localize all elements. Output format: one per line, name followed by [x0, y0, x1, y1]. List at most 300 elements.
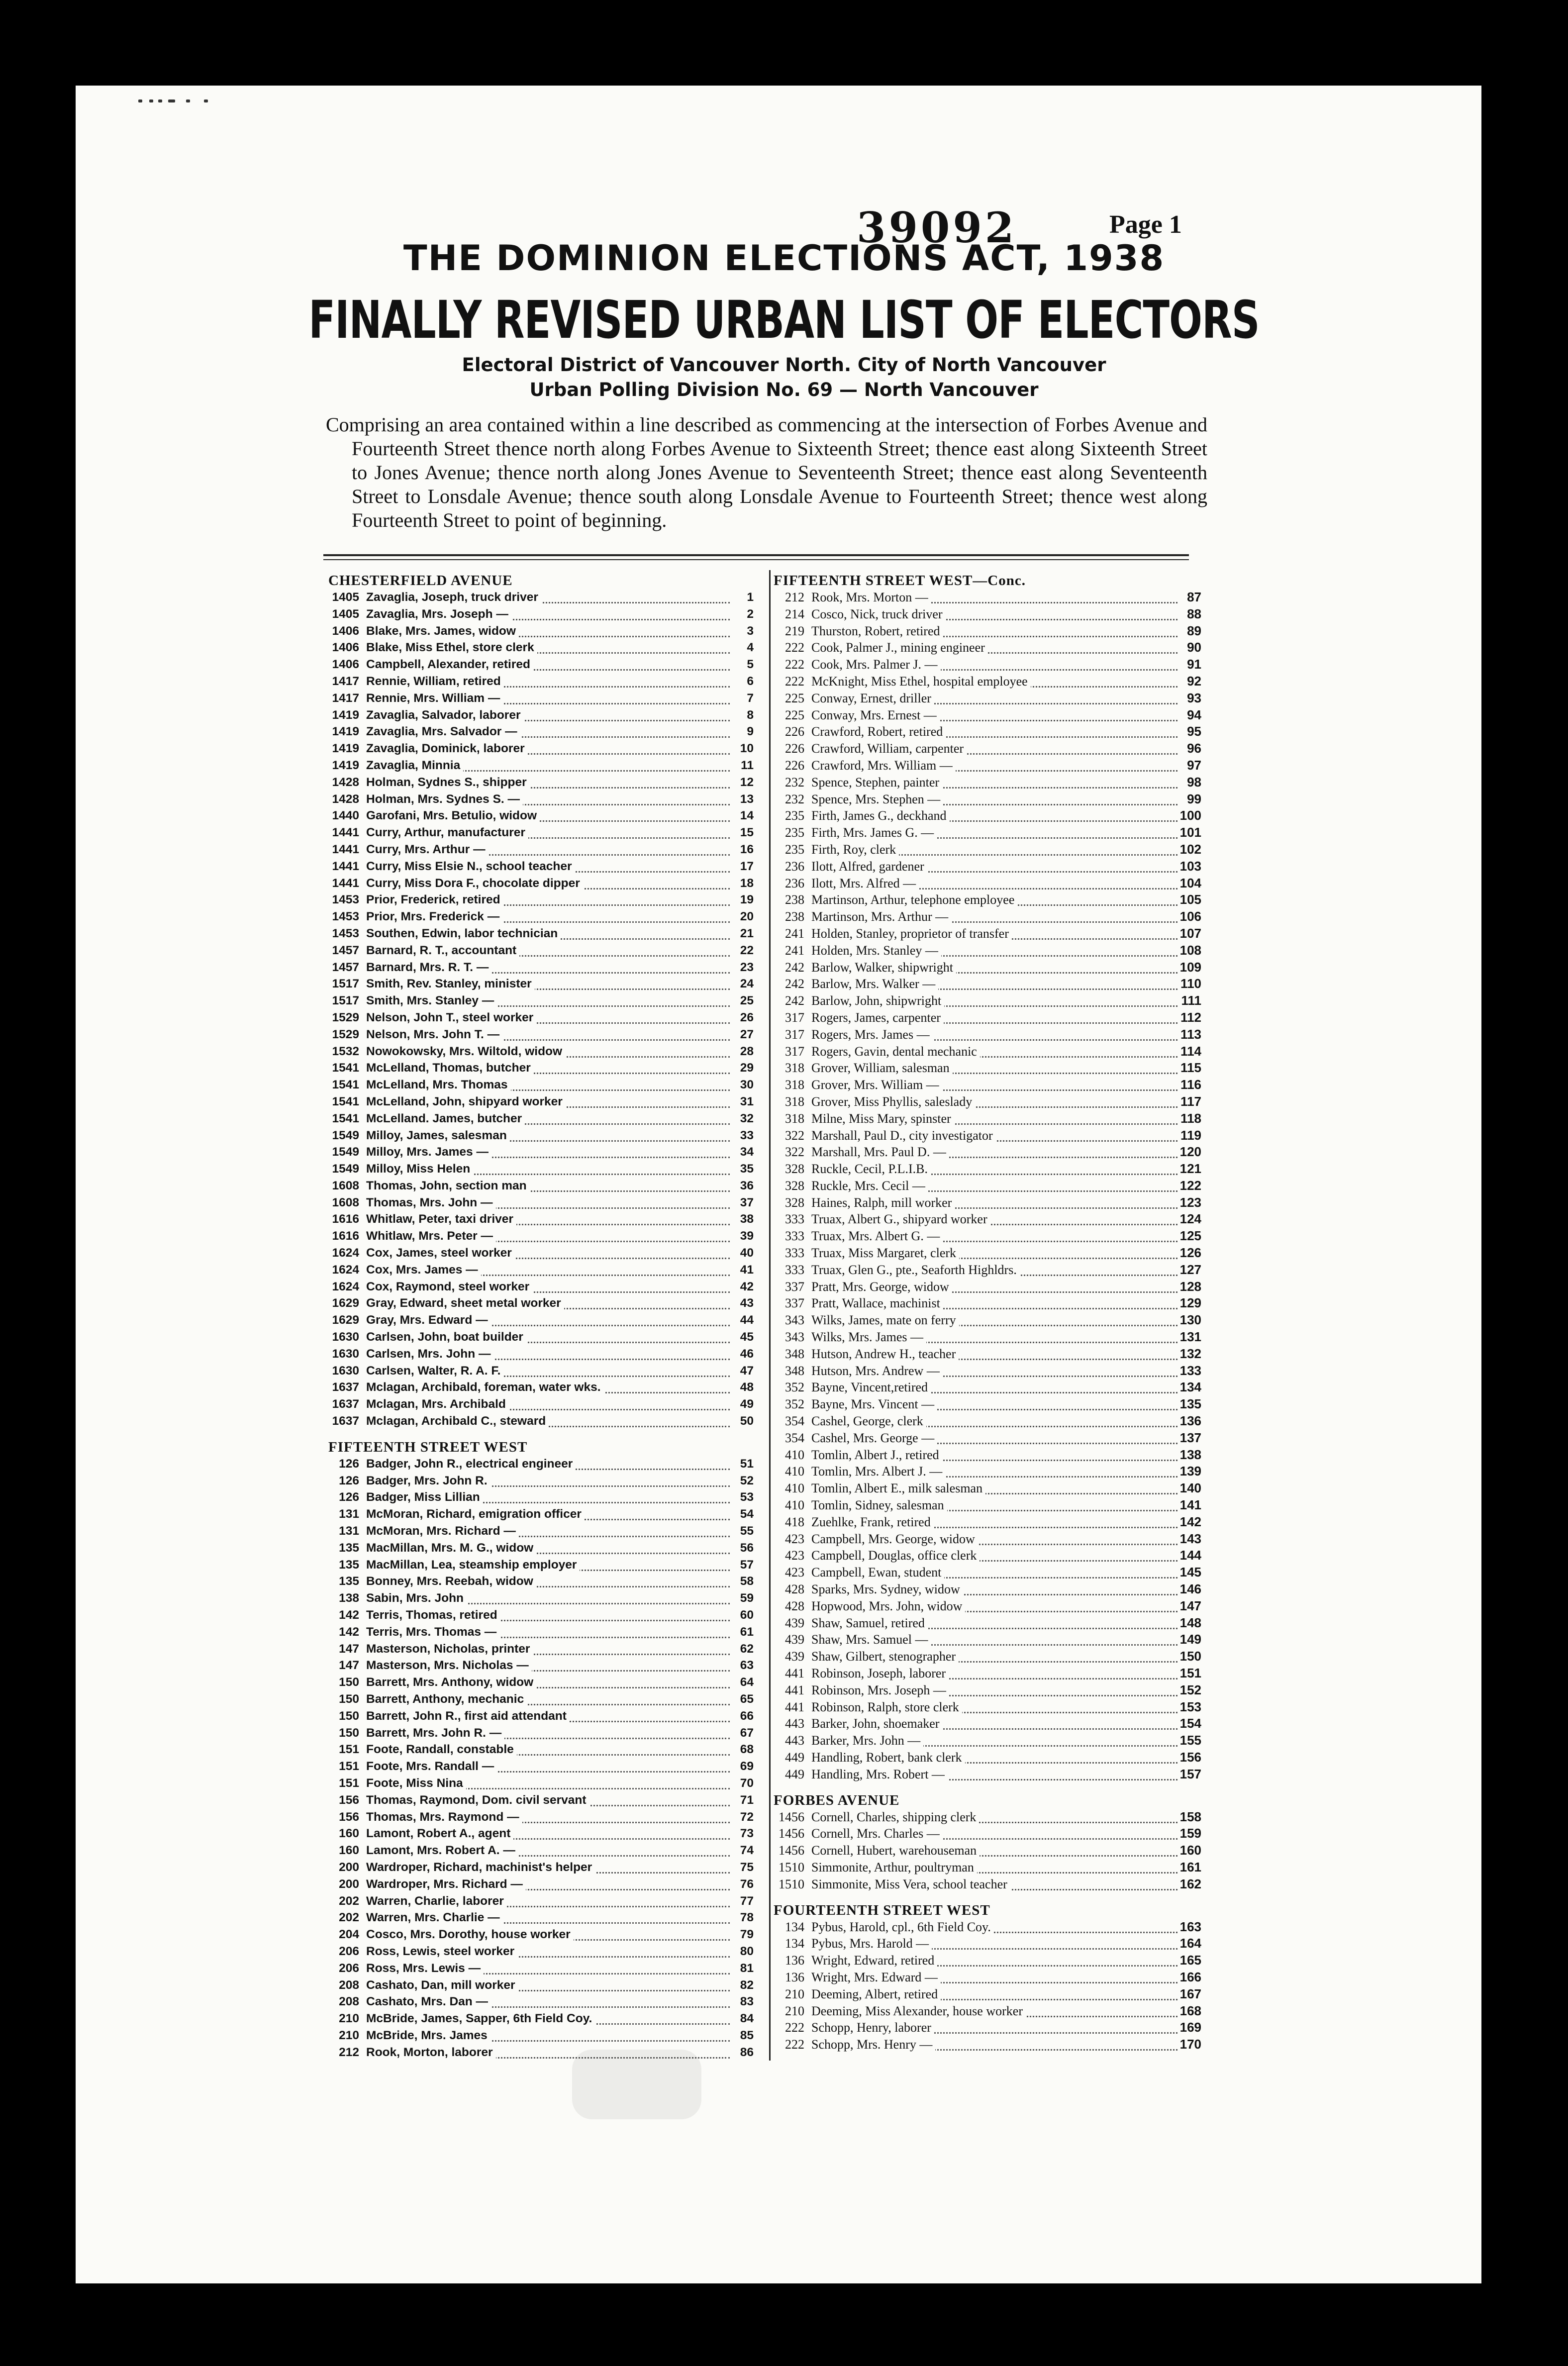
elector-name: Cashato, Mrs. Dan — [366, 1993, 491, 2010]
elector-number: 76 [740, 1877, 754, 1891]
elector-name: Rennie, Mrs. William — [366, 690, 503, 707]
elector-number: 159 [1179, 1826, 1201, 1841]
house-number: 200 [339, 1877, 359, 1891]
elector-name: Holman, Sydnes S., shipper [366, 774, 530, 791]
elector-number: 134 [1179, 1380, 1201, 1395]
elector-name: Terris, Thomas, retired [366, 1607, 500, 1624]
elector-number: 29 [740, 1061, 754, 1075]
house-number: 134 [785, 1919, 804, 1934]
elector-number: 101 [1179, 825, 1201, 840]
elector-name: Whitlaw, Peter, taxi driver [366, 1211, 516, 1228]
house-number: 1457 [332, 960, 359, 974]
elector-number: 155 [1179, 1733, 1201, 1748]
elector-name: Ilott, Mrs. Alfred — [811, 875, 919, 892]
elector-name: Bayne, Mrs. Vincent — [811, 1396, 937, 1413]
house-number: 238 [785, 892, 804, 907]
house-number: 1549 [332, 1162, 359, 1176]
page-label: Page 1 [1109, 210, 1182, 239]
elector-number: 69 [740, 1760, 754, 1774]
elector-name: Hutson, Mrs. Andrew — [811, 1363, 943, 1380]
elector-number: 119 [1180, 1127, 1201, 1143]
elector-name: Zavaglia, Minnia [366, 757, 463, 774]
elector-name: Cashato, Dan, mill worker [366, 1977, 518, 1994]
house-number: 151 [339, 1776, 359, 1790]
elector-number: 15 [740, 826, 754, 840]
elector-name: Prior, Frederick, retired [366, 891, 503, 908]
elector-number: 168 [1179, 2003, 1201, 2018]
house-number: 410 [785, 1498, 804, 1513]
house-number: 410 [785, 1464, 804, 1479]
elector-name: Carlsen, Mrs. John — [366, 1346, 494, 1363]
house-number: 238 [785, 909, 804, 924]
elector-name: Smith, Mrs. Stanley — [366, 992, 497, 1009]
elector-number: 138 [1179, 1447, 1201, 1462]
house-number: 134 [785, 1936, 804, 1951]
house-number: 204 [339, 1928, 359, 1942]
elector-number: 93 [1187, 690, 1201, 705]
elector-name: Barker, Mrs. John — [811, 1732, 923, 1749]
elector-name: Blake, Miss Ethel, store clerk [366, 639, 537, 656]
elector-number: 3 [747, 624, 754, 638]
house-number: 131 [339, 1524, 359, 1538]
house-number: 1453 [332, 893, 359, 907]
house-number: 333 [785, 1246, 804, 1261]
elector-name: Badger, Mrs. John R. [366, 1473, 490, 1489]
house-number: 1637 [332, 1397, 359, 1411]
elector-number: 91 [1187, 657, 1201, 672]
elector-number: 89 [1187, 623, 1201, 638]
elector-name: Lamont, Robert A., agent [366, 1825, 513, 1842]
elector-name: Wardroper, Mrs. Richard — [366, 1876, 526, 1893]
house-number: 328 [785, 1195, 804, 1210]
house-number: 1510 [779, 1876, 804, 1891]
house-number: 439 [785, 1615, 804, 1630]
header-rule [323, 554, 1189, 556]
elector-number: 19 [740, 893, 754, 907]
house-number: 160 [339, 1827, 359, 1841]
house-number: 212 [785, 590, 804, 604]
elector-name: Carlsen, Walter, R. A. F. [366, 1363, 503, 1380]
elector-number: 105 [1179, 892, 1201, 907]
elector-number: 139 [1179, 1464, 1201, 1479]
elector-number: 141 [1179, 1497, 1201, 1513]
elector-name: Milloy, Miss Helen [366, 1161, 473, 1178]
elector-number: 117 [1180, 1093, 1201, 1109]
house-number: 1624 [332, 1246, 359, 1260]
elector-number: 32 [740, 1111, 754, 1125]
house-number: 1456 [779, 1809, 804, 1824]
house-number: 328 [785, 1178, 804, 1193]
left-column [328, 572, 754, 2061]
elector-number: 164 [1179, 1936, 1201, 1951]
house-number: 222 [785, 640, 804, 655]
elector-number: 41 [740, 1263, 754, 1277]
elector-number: 81 [740, 1961, 754, 1975]
house-number: 1406 [332, 658, 359, 672]
elector-number: 13 [740, 792, 754, 806]
elector-name: Wright, Mrs. Edward — [811, 1969, 941, 1986]
elector-number: 103 [1179, 858, 1201, 874]
elector-number: 126 [1179, 1245, 1201, 1261]
elector-name: Truax, Glen G., pte., Seaforth Highldrs. [811, 1262, 1020, 1279]
elector-name: Cosco, Mrs. Dorothy, house worker [366, 1926, 574, 1943]
elector-number: 140 [1179, 1480, 1201, 1496]
elector-name: Foote, Randall, constable [366, 1741, 517, 1758]
house-number: 337 [785, 1279, 804, 1294]
elector-name: Warren, Mrs. Charlie — [366, 1909, 503, 1926]
house-number: 333 [785, 1229, 804, 1244]
elector-number: 21 [740, 926, 754, 940]
house-number: 1529 [332, 1027, 359, 1041]
house-number: 210 [785, 1986, 804, 2001]
elector-number: 38 [740, 1212, 754, 1226]
elector-name: Terris, Mrs. Thomas — [366, 1624, 499, 1641]
house-number: 1456 [779, 1843, 804, 1858]
house-number: 1608 [332, 1195, 359, 1209]
house-number: 1517 [332, 994, 359, 1008]
house-number: 328 [785, 1162, 804, 1177]
elector-name: Rook, Morton, laborer [366, 2044, 496, 2061]
elector-name: Sparks, Mrs. Sydney, widow [811, 1581, 963, 1598]
elector-number: 145 [1179, 1565, 1201, 1580]
elector-name: McBride, Mrs. James [366, 2027, 490, 2044]
elector-number: 143 [1179, 1531, 1201, 1546]
elector-name: Shaw, Mrs. Samuel — [811, 1631, 931, 1648]
elector-number: 61 [740, 1625, 754, 1639]
elector-name: Gray, Edward, sheet metal worker [366, 1295, 564, 1312]
house-number: 1608 [332, 1179, 359, 1192]
elector-number: 114 [1180, 1043, 1201, 1059]
elector-name: Foote, Mrs. Randall — [366, 1758, 497, 1775]
elector-name: Rennie, William, retired [366, 673, 504, 690]
house-number: 1549 [332, 1128, 359, 1142]
elector-number: 100 [1179, 808, 1201, 823]
elector-name: MacMillan, Mrs. M. G., widow [366, 1540, 536, 1557]
section-gap [328, 1430, 754, 1439]
elector-name: Curry, Miss Dora F., chocolate dipper [366, 875, 583, 892]
elector-name: Zavaglia, Joseph, truck driver [366, 589, 541, 606]
house-number: 222 [785, 674, 804, 689]
elector-name: Handling, Mrs. Robert — [811, 1766, 948, 1783]
house-number: 1541 [332, 1078, 359, 1092]
elector-number: 31 [740, 1094, 754, 1108]
house-number: 232 [785, 791, 804, 806]
elector-name: McKnight, Miss Ethel, hospital employee [811, 673, 1031, 690]
elector-number: 122 [1179, 1178, 1201, 1193]
elector-name: Handling, Robert, bank clerk [811, 1749, 965, 1766]
elector-number: 157 [1179, 1766, 1201, 1781]
elector-number: 58 [740, 1575, 754, 1588]
house-number: 135 [339, 1558, 359, 1572]
elector-number: 10 [740, 742, 754, 756]
elector-number: 14 [740, 809, 754, 823]
area-description: Comprising an area contained within a line described as commencing at the intersection of Forbes Avenue and Fourteenth Street thence north along Forbes Avenue to Sixteenth Street; thence east along Sixteenth Street to Jones Avenue; thence north along Jones Avenue to Seventeenth Street; thence east along Seventeenth Street to Lonsdale Avenue; thence south along Lonsdale Avenue to Fourteenth Street; thence west along Fourteenth Street to point of beginning. [326, 413, 1207, 531]
elector-number: 48 [740, 1380, 754, 1394]
elector-number: 124 [1179, 1211, 1201, 1227]
elector-name: Crawford, Robert, retired [811, 723, 946, 740]
street-heading: FIFTEENTH STREET WEST [328, 1439, 528, 1455]
elector-name: Campbell, Mrs. George, widow [811, 1531, 978, 1548]
elector-number: 11 [741, 758, 754, 772]
house-number: 1419 [332, 725, 359, 739]
house-number: 1405 [332, 607, 359, 621]
elector-name: Foote, Miss Nina [366, 1775, 466, 1792]
elector-number: 112 [1180, 1009, 1201, 1025]
elector-number: 64 [740, 1676, 754, 1689]
house-number: 1456 [779, 1826, 804, 1841]
house-number: 318 [785, 1094, 804, 1109]
elector-name: Rook, Mrs. Morton — [811, 589, 931, 606]
elector-name: Holman, Mrs. Sydnes S. — [366, 791, 523, 808]
elector-name: Cox, James, steel worker [366, 1245, 515, 1262]
elector-number: 43 [740, 1296, 754, 1310]
elector-name: Badger, Miss Lillian [366, 1489, 483, 1506]
house-number: 150 [339, 1692, 359, 1706]
house-number: 1517 [332, 977, 359, 991]
elector-name: Pratt, Mrs. George, widow [811, 1279, 952, 1295]
elector-name: Grover, Miss Phyllis, saleslady [811, 1093, 975, 1110]
house-number: 235 [785, 808, 804, 823]
house-number: 136 [785, 1970, 804, 1984]
elector-number: 86 [740, 2045, 754, 2059]
house-number: 1616 [332, 1212, 359, 1226]
elector-number: 88 [1187, 606, 1201, 621]
house-number: 1428 [332, 775, 359, 789]
house-number: 242 [785, 960, 804, 975]
house-number: 1637 [332, 1414, 359, 1428]
elector-number: 17 [740, 859, 754, 873]
elector-number: 116 [1180, 1077, 1201, 1092]
house-number: 210 [339, 2028, 359, 2042]
house-number: 212 [339, 2045, 359, 2059]
elector-number: 97 [1187, 757, 1201, 773]
elector-number: 25 [740, 994, 754, 1008]
elector-number: 42 [740, 1280, 754, 1293]
house-number: 343 [785, 1330, 804, 1345]
elector-name: Conway, Ernest, driller [811, 690, 934, 707]
house-number: 1441 [332, 876, 359, 890]
elector-name: Zuehlke, Frank, retired [811, 1514, 934, 1531]
house-number: 222 [785, 657, 804, 672]
house-number: 1532 [332, 1044, 359, 1058]
elector-number: 111 [1181, 993, 1201, 1008]
house-number: 449 [785, 1767, 804, 1781]
elector-name: Ruckle, Cecil, P.L.I.B. [811, 1161, 931, 1178]
elector-number: 28 [740, 1044, 754, 1058]
house-number: 317 [785, 1044, 804, 1059]
elector-number: 80 [740, 1944, 754, 1958]
elector-name: Deeming, Albert, retired [811, 1986, 941, 2003]
house-number: 1630 [332, 1330, 359, 1344]
elector-number: 146 [1179, 1581, 1201, 1597]
elector-number: 129 [1179, 1295, 1201, 1311]
elector-number: 75 [740, 1860, 754, 1874]
house-number: 423 [785, 1565, 804, 1580]
street-heading: CHESTERFIELD AVENUE [328, 573, 513, 589]
elector-number: 165 [1179, 1953, 1201, 1968]
house-number: 241 [785, 926, 804, 941]
elector-name: Haines, Ralph, mill worker [811, 1194, 955, 1211]
elector-name: Masterson, Mrs. Nicholas — [366, 1657, 532, 1674]
elector-number: 66 [740, 1709, 754, 1723]
elector-name: Holden, Mrs. Stanley — [811, 942, 941, 959]
house-number: 208 [339, 1978, 359, 1992]
elector-number: 53 [740, 1490, 754, 1504]
elector-number: 96 [1187, 741, 1201, 756]
elector-number: 153 [1179, 1699, 1201, 1714]
house-number: 206 [339, 1944, 359, 1958]
elector-name: Martinson, Arthur, telephone employee [811, 891, 1017, 908]
house-number: 135 [339, 1575, 359, 1588]
elector-number: 163 [1179, 1919, 1201, 1934]
elector-name: McBride, James, Sapper, 6th Field Coy. [366, 2010, 595, 2027]
house-number: 222 [785, 2037, 804, 2052]
scan-specks [138, 99, 218, 104]
elector-name: Cox, Mrs. James — [366, 1262, 481, 1279]
house-number: 318 [785, 1111, 804, 1126]
elector-number: 67 [740, 1726, 754, 1740]
house-number: 428 [785, 1598, 804, 1613]
house-number: 1624 [332, 1263, 359, 1277]
elector-name: Cook, Palmer J., mining engineer [811, 639, 988, 656]
house-number: 214 [785, 606, 804, 621]
elector-number: 24 [740, 977, 754, 991]
house-number: 151 [339, 1743, 359, 1757]
elector-name: Cashel, George, clerk [811, 1413, 926, 1430]
elector-number: 46 [740, 1347, 754, 1361]
elector-number: 9 [747, 725, 754, 739]
house-number: 235 [785, 842, 804, 857]
house-number: 1441 [332, 842, 359, 856]
elector-name: Cornell, Hubert, warehouseman [811, 1842, 980, 1859]
elector-number: 22 [740, 943, 754, 957]
elector-name: Mclagan, Archibald C., steward [366, 1413, 549, 1430]
elector-name: Martinson, Mrs. Arthur — [811, 908, 951, 925]
house-number: 1453 [332, 926, 359, 940]
elector-number: 167 [1179, 1986, 1201, 2001]
house-number: 142 [339, 1625, 359, 1639]
elector-name: Bonney, Mrs. Reebah, widow [366, 1573, 536, 1590]
elector-number: 37 [740, 1195, 754, 1209]
house-number: 1417 [332, 674, 359, 688]
elector-number: 50 [740, 1414, 754, 1428]
elector-name: Mclagan, Mrs. Archibald [366, 1396, 509, 1413]
house-number: 343 [785, 1313, 804, 1328]
elector-number: 73 [740, 1827, 754, 1841]
elector-name: Nelson, Mrs. John T. — [366, 1026, 502, 1043]
elector-name: Barnard, R. T., accountant [366, 942, 519, 959]
elector-name: Thomas, Mrs. Raymond — [366, 1809, 522, 1826]
elector-number: 170 [1179, 2037, 1201, 2052]
elector-name: McLelland, Thomas, butcher [366, 1060, 534, 1077]
elector-name: Firth, James G., deckhand [811, 807, 950, 824]
elector-name: Pybus, Harold, cpl., 6th Field Coy. [811, 1919, 994, 1936]
elector-number: 92 [1187, 673, 1201, 689]
elector-number: 132 [1179, 1346, 1201, 1361]
elector-number: 72 [740, 1810, 754, 1824]
elector-number: 152 [1179, 1682, 1201, 1697]
elector-name: Barlow, Mrs. Walker — [811, 976, 938, 992]
street-heading: FIFTEENTH STREET WEST—Conc. [774, 573, 1026, 589]
elector-name: Tomlin, Albert E., milk salesman [811, 1480, 985, 1497]
house-number: 352 [785, 1397, 804, 1412]
elector-name: Ross, Lewis, steel worker [366, 1943, 517, 1960]
elector-number: 137 [1179, 1430, 1201, 1445]
house-number: 150 [339, 1709, 359, 1723]
elector-name: Schopp, Mrs. Henry — [811, 2036, 935, 2053]
house-number: 206 [339, 1961, 359, 1975]
house-number: 322 [785, 1128, 804, 1143]
elector-number: 136 [1179, 1413, 1201, 1429]
elector-name: Cox, Raymond, steel worker [366, 1279, 532, 1295]
elector-number: 36 [740, 1179, 754, 1192]
elector-name: Cook, Mrs. Palmer J. — [811, 656, 941, 673]
elector-name: Grover, Mrs. William — [811, 1077, 942, 1093]
elector-number: 125 [1179, 1228, 1201, 1244]
elector-number: 123 [1179, 1194, 1201, 1210]
house-number: 1541 [332, 1061, 359, 1075]
elector-number: 95 [1187, 724, 1201, 739]
house-number: 222 [785, 2020, 804, 2035]
house-number: 235 [785, 825, 804, 840]
scan-smudge [572, 2050, 701, 2119]
elector-name: Prior, Mrs. Frederick — [366, 908, 502, 925]
elector-name: Lamont, Mrs. Robert A. — [366, 1842, 518, 1859]
elector-number: 94 [1187, 707, 1201, 722]
elector-number: 71 [740, 1793, 754, 1807]
house-number: 226 [785, 758, 804, 773]
elector-number: 115 [1180, 1060, 1201, 1076]
elector-name: Barrett, Mrs. John R. — [366, 1725, 504, 1742]
elector-name: Barrett, Mrs. Anthony, widow [366, 1674, 536, 1691]
house-number: 322 [785, 1145, 804, 1160]
house-number: 226 [785, 741, 804, 756]
elector-name: Deeming, Miss Alexander, house worker [811, 2003, 1026, 2020]
house-number: 156 [339, 1793, 359, 1807]
elector-number: 79 [740, 1928, 754, 1942]
act-title: THE DOMINION ELECTIONS ACT, 1938 [403, 238, 1165, 279]
elector-number: 6 [747, 674, 754, 688]
elector-number: 2 [747, 607, 754, 621]
elector-number: 57 [740, 1558, 754, 1572]
elector-number: 110 [1180, 976, 1201, 991]
elector-row [774, 2036, 1201, 2053]
elector-name: Zavaglia, Mrs. Salvador — [366, 723, 520, 740]
elector-number: 51 [740, 1457, 754, 1471]
elector-name: Barrett, John R., first aid attendant [366, 1708, 570, 1725]
house-number: 443 [785, 1716, 804, 1731]
elector-name: Marshall, Mrs. Paul D. — [811, 1144, 949, 1161]
elector-name: McLelland, Mrs. Thomas [366, 1077, 511, 1093]
house-number: 225 [785, 690, 804, 705]
elector-number: 113 [1180, 1026, 1201, 1042]
house-number: 318 [785, 1061, 804, 1076]
elector-number: 108 [1179, 942, 1201, 958]
house-number: 1419 [332, 708, 359, 722]
elector-name: Barker, John, shoemaker [811, 1715, 942, 1732]
elector-name: Wilks, James, mate on ferry [811, 1312, 959, 1329]
elector-name: Marshall, Paul D., city investigator [811, 1127, 996, 1144]
house-number: 1406 [332, 624, 359, 638]
elector-number: 144 [1179, 1548, 1201, 1563]
elector-number: 60 [740, 1608, 754, 1622]
house-number: 423 [785, 1548, 804, 1563]
house-number: 318 [785, 1078, 804, 1092]
house-number: 1428 [332, 792, 359, 806]
house-number: 156 [339, 1810, 359, 1824]
elector-number: 49 [740, 1397, 754, 1411]
elector-name: Cashel, Mrs. George — [811, 1430, 937, 1447]
